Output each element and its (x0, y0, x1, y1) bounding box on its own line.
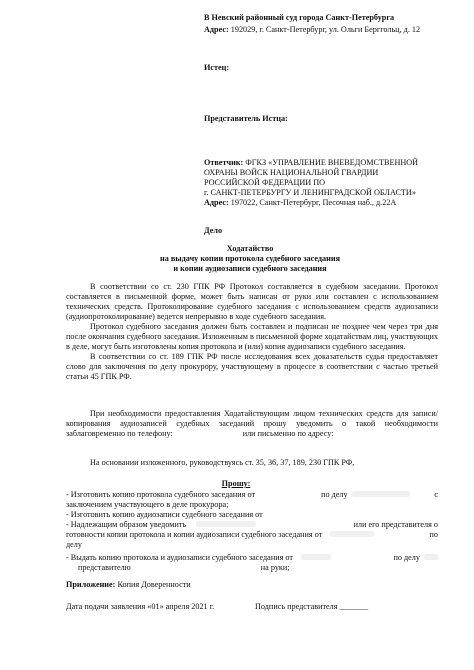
defendant-line-4: г. САНКТ-ПЕТЕРБУРГУ И ЛЕНИНГРАДСКОЙ ОБЛАСТИ» (204, 188, 416, 197)
request-item-1-with: с (434, 490, 438, 499)
court-address (204, 25, 420, 35)
request-item-3-case: делу (66, 540, 82, 549)
court-address-label: Адрес: (204, 25, 229, 34)
request-item-2-text: - Изготовить копию аудиозаписи судебного заседания от (66, 510, 263, 519)
request-item-3-cont (66, 530, 438, 540)
plaintiff-label: Истец: (204, 63, 230, 72)
request-item-3-end (66, 540, 438, 550)
request-item-3-rep: или его представителя о (353, 520, 438, 529)
request-item-3 (66, 520, 438, 530)
defendant-address-label: Адрес: (204, 198, 229, 207)
request-item-1-text: - Изготовить копию протокола судебного заседания от (66, 490, 256, 499)
title-line-3: и копии аудиозаписи судебного заседания (173, 264, 327, 273)
request-item-4 (66, 553, 438, 563)
request-item-3-po: по (429, 530, 438, 539)
paragraph-1: В соответствии со ст. 230 ГПК РФ Протокол составляется в судебном заседании. Протокол составляется в письменной форме, может быть написан от руки или составлен с использованием технических средств. Протоколирование судебного заседания с использованием средств аудиозаписи (аудиопротоколирование) ведется непрерывно в ходе судебного заседания. (66, 282, 438, 321)
defendant-line-3: РОССИЙСКОЙ ФЕДЕРАЦИИ ПО (204, 178, 326, 187)
attachment (66, 580, 191, 590)
request-item-4-cont (66, 563, 438, 573)
attachment-label: Приложение: (66, 580, 116, 589)
case-label: Дело (204, 226, 223, 235)
request-item-3-text: - Надлежащим образом уведомить (66, 520, 187, 529)
request-item-1-case: по делу (321, 490, 348, 499)
defendant-label: Ответчик: (204, 158, 244, 167)
request-item-4-rep: представителю (78, 563, 131, 572)
court-address-value: 192029, г. Санкт-Петербург, ул. Ольги Берггольц, д. 12 (230, 25, 421, 34)
request-heading: Прошу: (221, 479, 251, 488)
request-item-3-readiness: готовности копии протокола и копии аудиозаписи судебного заседания от (66, 530, 323, 539)
signature-line: Подпись представителя _______ (255, 602, 369, 611)
attachment-text: Копия Доверенности (117, 580, 191, 589)
title-line-1: Ходатайство (226, 244, 274, 253)
title-line-2: на выдачу копии протокола судебного заседания (159, 254, 340, 263)
defendant-line-1: ФГКЗ «УПРАВЛЕНИЕ ВНЕВЕДОМСТВЕННОЙ (245, 158, 419, 167)
filing-date: Дата подачи заявления «01» апреля 2021 г. (66, 602, 215, 611)
representative-label: Представитель Истца: (204, 114, 288, 123)
request-item-4-text: - Выдать копию протокола и аудиозаписи судебного заседания от (66, 553, 293, 562)
court-name: В Невский районный суд города Санкт-Петербурга (204, 13, 395, 22)
notice-paragraph (66, 409, 438, 439)
paragraph-4: При необходимости предоставления Ходатайствующим лицом технических средств для записи/копирования аудиозаписей судебных заседаний прошу уведомить о такой необходимости заблаговременно по телефону: (66, 409, 438, 438)
request-item-4-hands: на руки; (260, 563, 290, 572)
document-title (60, 244, 440, 274)
defendant-block (204, 158, 464, 208)
paragraph-4-tail: или письменно по адресу: (242, 429, 334, 438)
paragraph-3: В соответствии со ст. 189 ГПК РФ после исследования всех доказательств судья предоставляет слово для заключения по делу прокурору, участвующему в процессе в соответствии с частью третьей статьи 45 ГПК РФ. (66, 352, 438, 381)
defendant-line-2: ОХРАНЫ ВОЙСК НАЦИОНАЛЬНОЙ ГВАРДИИ (204, 168, 379, 177)
request-list (66, 490, 438, 573)
request-item-4-case: по делу (393, 553, 420, 562)
body-text (66, 282, 438, 382)
request-item-1 (66, 490, 438, 500)
request-item-2 (66, 510, 438, 520)
paragraph-5: На основании изложенного, руководствуясь ст. 35, 36, 37, 189, 230 ГПК РФ, (90, 458, 355, 467)
paragraph-2: Протокол судебного заседания должен быть составлен и подписан не позднее чем через три дня после окончания судебного заседания. Изложенным в письменной форме ходатайствам лиц, участвующих в деле, могут быть изготовлены копия протокола и (или) копия аудиозаписи судебного заседания. (66, 322, 438, 351)
defendant-address-value: 197022, Санкт-Петербург, Песочная наб., д.22А (230, 198, 397, 207)
request-item-1-cont: заключением участвующего в деле прокурора; (66, 500, 229, 509)
